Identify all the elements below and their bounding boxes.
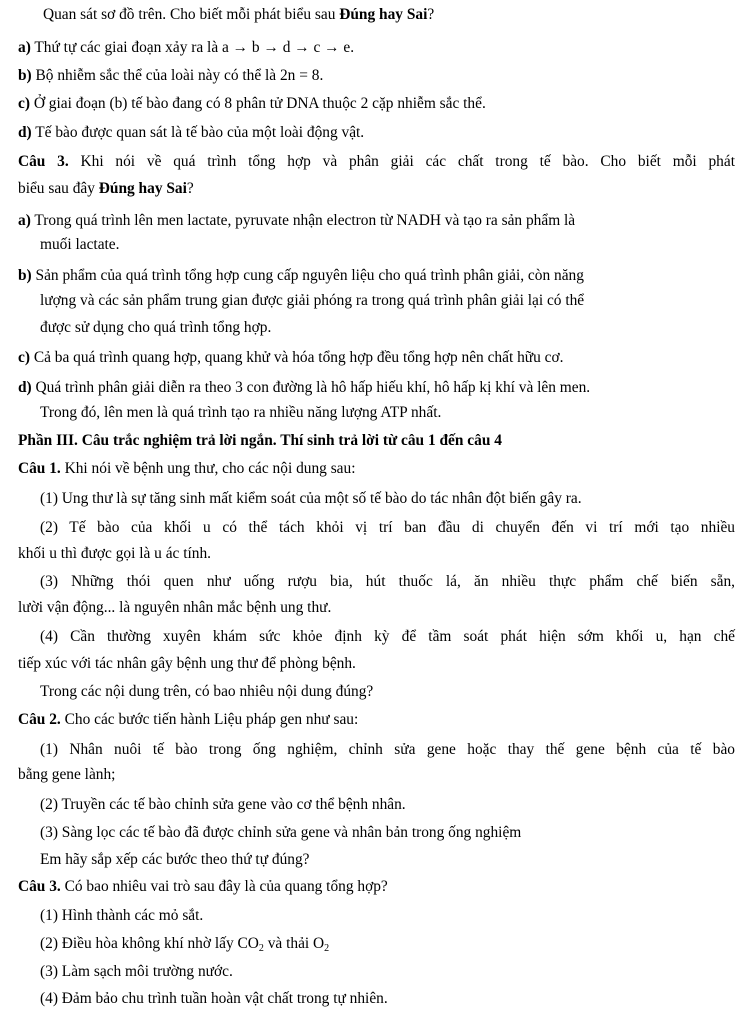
q3-prompt-line1: Câu 3. Khi nói về quá trình tổng hợp và phân giải các chất trong tế bào. Cho biết mỗi phát: [18, 153, 735, 170]
p3-q2-step-2: (2) Truyền các tế bào chỉnh sửa gene vào cơ thể bệnh nhân.: [40, 796, 406, 813]
q2-statement-a: a) Thứ tự các giai đoạn xảy ra là a → b → d → c → e.: [18, 39, 355, 56]
p3-q1-item-4: (4) Cần thường xuyên khám sức khỏe định kỳ để tầm soát phát hiện sớm khối u, hạn chế: [40, 628, 735, 645]
q3-statement-b-cont2: được sử dụng cho quá trình tổng hợp.: [40, 319, 272, 336]
p3-q1-item-4-cont: tiếp xúc với tác nhân gây bệnh ung thư để phòng bệnh.: [18, 655, 356, 672]
p3-q3-role-1: (1) Hình thành các mỏ sắt.: [40, 907, 204, 924]
p3-q1-item-2-cont: khối u thì được gọi là u ác tính.: [18, 545, 212, 562]
q3-statement-a-cont: muối lactate.: [40, 236, 120, 253]
q3-statement-b: b) Sản phẩm của quá trình tổng hợp cung cấp nguyên liệu cho quá trình phân giải, còn năng: [18, 267, 584, 284]
p3-q2-step-1: (1) Nhân nuôi tế bào trong ống nghiệm, chỉnh sửa gene hoặc thay thế gene bệnh của tế bào: [40, 741, 735, 758]
p3-q1-item-2: (2) Tế bào của khối u có thể tách khỏi vị trí ban đầu di chuyển đến vi trí mới tạo nhiều: [40, 519, 735, 536]
q3-statement-d: d) Quá trình phân giải diễn ra theo 3 con đường là hô hấp hiếu khí, hô hấp kị khí và lên men.: [18, 379, 591, 396]
p3-q3-role-2: (2) Điều hòa không khí nhờ lấy $CO_2$ và thải $O_2$: [40, 935, 330, 954]
part3-heading: Phần III. Câu trắc nghiệm trả lời ngắn. Thí sinh trả lời từ câu 1 đến câu 4: [18, 432, 502, 449]
p3-q2-step-1-cont: bằng gene lành;: [18, 766, 116, 783]
q2-intro: Quan sát sơ đồ trên. Cho biết mỗi phát biểu sau Đúng hay Sai?: [43, 6, 435, 23]
p3-q1-item-3-cont: lười vận động... là nguyên nhân mắc bệnh ung thư.: [18, 599, 332, 616]
q3-statement-d-cont: Trong đó, lên men là quá trình tạo ra nhiều năng lượng ATP nhất.: [40, 404, 442, 421]
p3-q1-item-1: (1) Ung thư là sự tăng sinh mất kiểm soát của một số tế bào do tác nhân đột biến gây ra.: [40, 490, 582, 507]
p3-q3-role-4: (4) Đảm bảo chu trình tuần hoàn vật chất trong tự nhiên.: [40, 990, 388, 1007]
q3-statement-b-cont1: lượng và các sản phẩm trung gian được giải phóng ra trong quá trình phân giải lại có thể: [40, 292, 585, 309]
q3-statement-c: c) Cả ba quá trình quang hợp, quang khử và hóa tổng hợp đều tổng hợp nên chất hữu cơ.: [18, 349, 564, 366]
p3-q2-step-3: (3) Sàng lọc các tế bào đã được chỉnh sửa gene và nhân bản trong ống nghiệm: [40, 824, 522, 841]
q3-statement-a: a) Trong quá trình lên men lactate, pyruvate nhận electron từ NADH và tạo ra sản phẩm là: [18, 212, 576, 229]
q2-statement-d: d) Tế bào được quan sát là tế bào của một loài động vật.: [18, 124, 365, 141]
q3-prompt-line2: biểu sau đây Đúng hay Sai?: [18, 180, 194, 197]
q2-statement-b: b) Bộ nhiễm sắc thể của loài này có thể là 2n = 8.: [18, 67, 324, 84]
p3-q1-prompt: Câu 1. Khi nói về bệnh ung thư, cho các nội dung sau:: [18, 460, 356, 477]
p3-q2-prompt: Câu 2. Cho các bước tiến hành Liệu pháp gen như sau:: [18, 711, 359, 728]
p3-q3-prompt: Câu 3. Có bao nhiêu vai trò sau đây là của quang tổng hợp?: [18, 878, 388, 895]
q2-statement-c: c) Ở giai đoạn (b) tế bào đang có 8 phân tử DNA thuộc 2 cặp nhiễm sắc thể.: [18, 95, 486, 112]
p3-q3-role-3: (3) Làm sạch môi trường nước.: [40, 963, 233, 980]
p3-q1-item-3: (3) Những thói quen như uống rượu bia, hút thuốc lá, ăn nhiều thực phẩm chế biến sẵn,: [40, 573, 735, 590]
p3-q1-question: Trong các nội dung trên, có bao nhiêu nội dung đúng?: [40, 683, 374, 700]
p3-q2-question: Em hãy sắp xếp các bước theo thứ tự đúng?: [40, 851, 310, 868]
